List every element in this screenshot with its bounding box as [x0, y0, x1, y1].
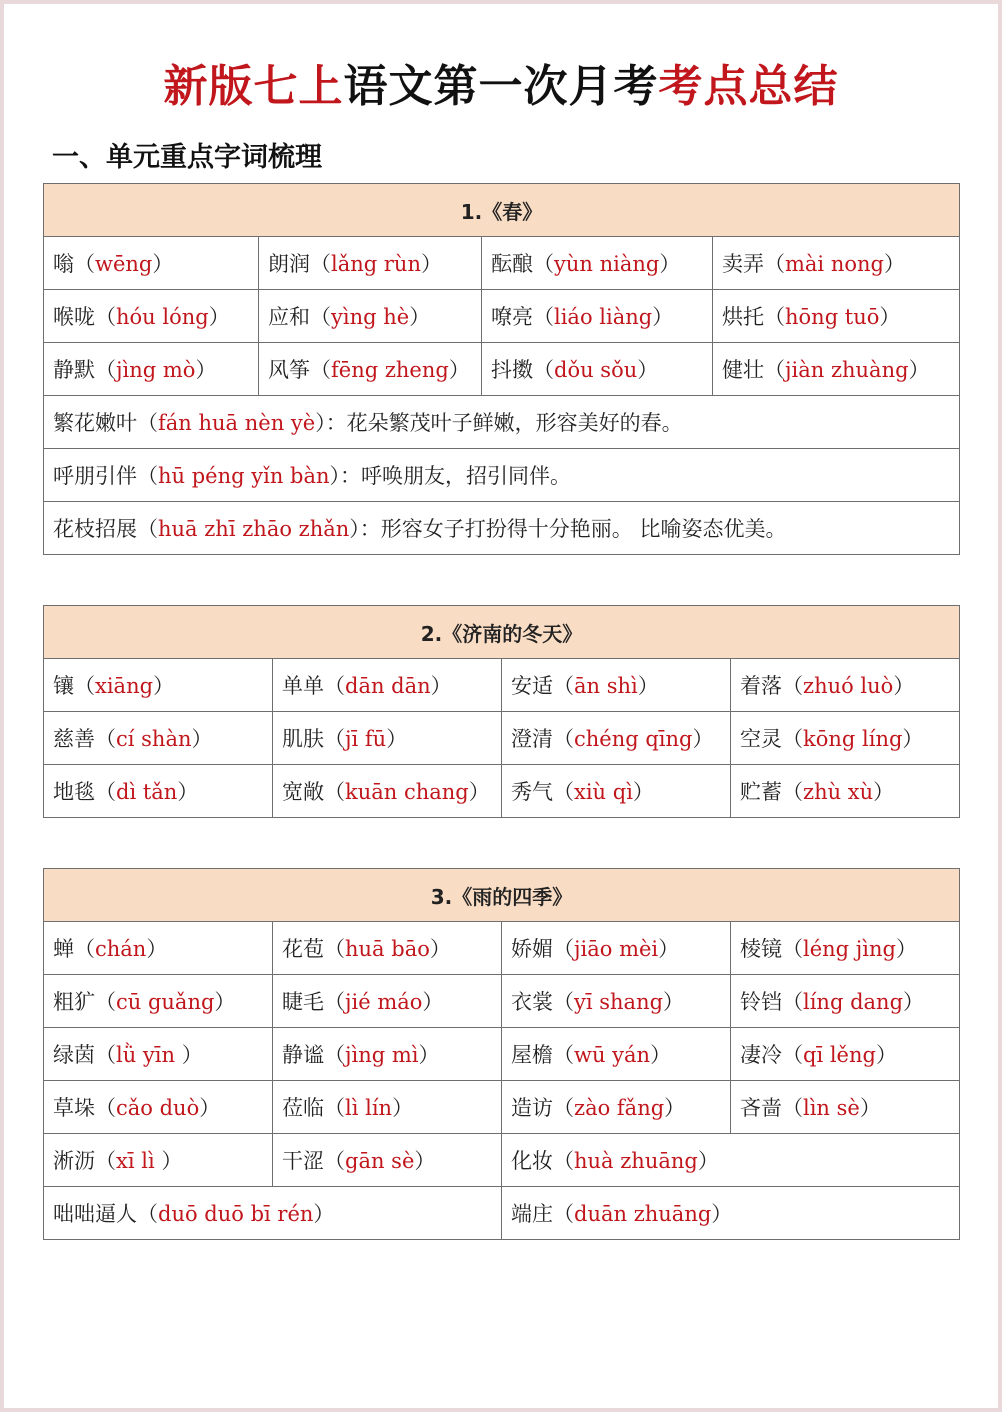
- vocab-cell: 宽敞（kuān chang）: [273, 765, 502, 818]
- vocab-cell: 肌肤（jī fū）: [273, 712, 502, 765]
- vocab-cell: 花苞（huā bāo）: [273, 922, 502, 975]
- vocab-cell: 静谧（jìng mì）: [273, 1028, 502, 1081]
- table-heading: 3.《雨的四季》: [44, 869, 960, 922]
- vocab-pinyin: xī lì: [116, 1149, 162, 1173]
- vocab-cell: 贮蓄（zhù xù）: [731, 765, 960, 818]
- vocab-pinyin: yī shang: [574, 990, 664, 1014]
- vocab-cell: 酝酿（yùn niàng）: [482, 237, 713, 290]
- table-row: [44, 1028, 960, 1081]
- idiom-word: 繁花嫩叶: [53, 411, 137, 435]
- vocab-word: 蝉: [53, 937, 74, 961]
- vocab-cell: 秀气（xiù qì）: [502, 765, 731, 818]
- vocab-cell: 衣裳（yī shang）: [502, 975, 731, 1028]
- vocab-cell: 健壮（jiàn zhuàng）: [713, 343, 960, 396]
- table-heading: 1.《春》: [44, 184, 960, 237]
- vocab-cell: 娇媚（jiāo mèi）: [502, 922, 731, 975]
- vocab-pinyin: gān sè: [345, 1149, 415, 1173]
- vocab-cell: 铃铛（líng dang）: [731, 975, 960, 1028]
- vocab-cell: 单单（dān dān）: [273, 659, 502, 712]
- vocab-pinyin: hōng tuō: [785, 305, 880, 329]
- vocab-word: 空灵: [740, 727, 782, 751]
- vocab-word: 娇媚: [511, 937, 553, 961]
- vocab-pinyin: cí shàn: [116, 727, 192, 751]
- table-row: [44, 1134, 960, 1187]
- vocab-cell: 朗润（lǎng rùn）: [259, 237, 482, 290]
- vocab-pinyin: zhù xù: [803, 780, 874, 804]
- vocab-cell: 应和（yìng hè）: [259, 290, 482, 343]
- vocab-word: 静默: [53, 358, 95, 382]
- vocab-word: 喉咙: [53, 305, 95, 329]
- vocab-pinyin: yìng hè: [331, 305, 410, 329]
- vocab-word: 贮蓄: [740, 780, 782, 804]
- table-header-row: [44, 869, 960, 922]
- vocab-pinyin: liáo liàng: [554, 305, 653, 329]
- vocab-cell: 慈善（cí shàn）: [44, 712, 273, 765]
- vocab-pinyin: chéng qīng: [574, 727, 693, 751]
- vocab-pinyin: qī lěng: [803, 1043, 876, 1067]
- vocab-pinyin: xiāng: [95, 674, 154, 698]
- vocab-cell: 空灵（kōng líng）: [731, 712, 960, 765]
- vocab-cell: 睫毛（jié máo）: [273, 975, 502, 1028]
- vocab-word: 健壮: [722, 358, 764, 382]
- idiom-pinyin: huā zhī zhāo zhǎn: [158, 517, 350, 541]
- vocab-word: 嗡: [53, 252, 74, 276]
- table-row: [44, 765, 960, 818]
- vocab-word: 烘托: [722, 305, 764, 329]
- vocab-word: 造访: [511, 1096, 553, 1120]
- vocab-cell: 棱镜（léng jìng）: [731, 922, 960, 975]
- vocab-cell: 莅临（lì lín）: [273, 1081, 502, 1134]
- table-row: [44, 1081, 960, 1134]
- vocab-pinyin: jiāo mèi: [574, 937, 659, 961]
- table-row: [44, 1187, 960, 1240]
- idiom-definition: ：呼唤朋友，招引同伴。: [340, 464, 572, 488]
- vocab-pinyin: mài nong: [785, 252, 884, 276]
- vocab-pinyin: líng dang: [803, 990, 904, 1014]
- vocab-cell: 喉咙（hóu lóng）: [44, 290, 259, 343]
- vocab-word: 花苞: [282, 937, 324, 961]
- vocab-pinyin: zào fǎng: [574, 1096, 665, 1120]
- vocab-table-jinan: [43, 605, 960, 818]
- vocab-word: 朗润: [268, 252, 310, 276]
- vocab-cell: 嗡（wēng）: [44, 237, 259, 290]
- vocab-word: 肌肤: [282, 727, 324, 751]
- vocab-word: 镶: [53, 674, 74, 698]
- idiom-word: 花枝招展: [53, 517, 137, 541]
- table-header-row: [44, 184, 960, 237]
- vocab-pinyin: chán: [95, 937, 147, 961]
- table-row: [44, 659, 960, 712]
- vocab-word: 咄咄逼人: [53, 1202, 137, 1226]
- vocab-pinyin: fēng zheng: [331, 358, 449, 382]
- vocab-pinyin: jié máo: [345, 990, 423, 1014]
- vocab-word: 莅临: [282, 1096, 324, 1120]
- vocab-pinyin: wēng: [95, 252, 153, 276]
- idiom-word: 呼朋引伴: [53, 464, 137, 488]
- title-part-2: 语文第一次月考: [343, 61, 659, 112]
- vocab-word: 澄清: [511, 727, 553, 751]
- vocab-pinyin: lì lín: [345, 1096, 393, 1120]
- vocab-word: 地毯: [53, 780, 95, 804]
- vocab-pinyin: huà zhuāng: [574, 1149, 698, 1173]
- idiom-cell: 繁花嫩叶（fán huā nèn yè）：花朵繁茂叶子鲜嫩，形容美好的春。: [44, 396, 960, 449]
- table-row: [44, 343, 960, 396]
- vocab-cell: 地毯（dì tǎn）: [44, 765, 273, 818]
- vocab-word: 卖弄: [722, 252, 764, 276]
- title-part-3: 考点总结: [658, 61, 839, 112]
- vocab-table-chun: [43, 183, 960, 555]
- vocab-word: 睫毛: [282, 990, 324, 1014]
- vocab-word: 安适: [511, 674, 553, 698]
- vocab-pinyin: xiù qì: [574, 780, 633, 804]
- idiom-pinyin: fán huā nèn yè: [158, 411, 316, 435]
- vocab-pinyin: wū yán: [574, 1043, 651, 1067]
- vocab-cell: 绿茵（lǜ yīn ）: [44, 1028, 273, 1081]
- idiom-cell: 花枝招展（huā zhī zhāo zhǎn）：形容女子打扮得十分艳丽。 比喻姿态优美。: [44, 502, 960, 555]
- table-row: [44, 712, 960, 765]
- vocab-pinyin: zhuó luò: [803, 674, 894, 698]
- vocab-pinyin: jī fū: [345, 727, 387, 751]
- vocab-pinyin: jìng mò: [116, 358, 196, 382]
- vocab-word: 静谧: [282, 1043, 324, 1067]
- vocab-word: 酝酿: [491, 252, 533, 276]
- vocab-word: 草垛: [53, 1096, 95, 1120]
- vocab-word: 化妆: [511, 1149, 553, 1173]
- table-row: [44, 396, 960, 449]
- table-row: [44, 502, 960, 555]
- vocab-pinyin: duān zhuāng: [574, 1202, 712, 1226]
- idiom-definition: ：形容女子打扮得十分艳丽。 比喻姿态优美。: [359, 517, 787, 541]
- vocab-word: 慈善: [53, 727, 95, 751]
- vocab-word: 粗犷: [53, 990, 95, 1014]
- vocab-cell: 澄清（chéng qīng）: [502, 712, 731, 765]
- vocab-word: 干涩: [282, 1149, 324, 1173]
- vocab-cell: 蝉（chán）: [44, 922, 273, 975]
- vocab-cell: 端庄（duān zhuāng）: [502, 1187, 960, 1240]
- vocab-cell: 镶（xiāng）: [44, 659, 273, 712]
- idiom-pinyin: hū péng yǐn bàn: [158, 464, 330, 488]
- section-heading: 一、单元重点字词梳理: [52, 142, 322, 173]
- vocab-word: 衣裳: [511, 990, 553, 1014]
- table-header-row: [44, 606, 960, 659]
- vocab-cell: 卖弄（mài nong）: [713, 237, 960, 290]
- vocab-cell: 造访（zào fǎng）: [502, 1081, 731, 1134]
- vocab-pinyin: kōng líng: [803, 727, 903, 751]
- vocab-pinyin: cǎo duò: [116, 1096, 200, 1120]
- vocab-cell: 烘托（hōng tuō）: [713, 290, 960, 343]
- table-row: [44, 237, 960, 290]
- vocab-word: 单单: [282, 674, 324, 698]
- vocab-word: 宽敞: [282, 780, 324, 804]
- vocab-cell: 粗犷（cū guǎng）: [44, 975, 273, 1028]
- vocab-cell: 化妆（huà zhuāng）: [502, 1134, 960, 1187]
- vocab-cell: 嘹亮（liáo liàng）: [482, 290, 713, 343]
- vocab-cell: 静默（jìng mò）: [44, 343, 259, 396]
- vocab-cell: 淅沥（xī lì ）: [44, 1134, 273, 1187]
- vocab-cell: 草垛（cǎo duò）: [44, 1081, 273, 1134]
- vocab-pinyin: huā bāo: [345, 937, 430, 961]
- title-part-1: 新版七上: [163, 61, 344, 112]
- vocab-word: 秀气: [511, 780, 553, 804]
- vocab-cell: 安适（ān shì）: [502, 659, 731, 712]
- table-heading: 2.《济南的冬天》: [44, 606, 960, 659]
- vocab-word: 嘹亮: [491, 305, 533, 329]
- vocab-pinyin: lìn sè: [803, 1096, 860, 1120]
- vocab-pinyin: duō duō bī rén: [158, 1202, 314, 1226]
- vocab-word: 应和: [268, 305, 310, 329]
- vocab-word: 屋檐: [511, 1043, 553, 1067]
- vocab-cell: 咄咄逼人（duō duō bī rén）: [44, 1187, 502, 1240]
- vocab-cell: 屋檐（wū yán）: [502, 1028, 731, 1081]
- vocab-word: 凄冷: [740, 1043, 782, 1067]
- vocab-pinyin: dān dān: [345, 674, 431, 698]
- vocab-cell: 着落（zhuó luò）: [731, 659, 960, 712]
- vocab-pinyin: léng jìng: [803, 937, 896, 961]
- idiom-cell: 呼朋引伴（hū péng yǐn bàn）：呼唤朋友，招引同伴。: [44, 449, 960, 502]
- vocab-pinyin: jiàn zhuàng: [785, 358, 909, 382]
- vocab-cell: 凄冷（qī lěng）: [731, 1028, 960, 1081]
- idiom-definition: ：花朵繁茂叶子鲜嫩，形容美好的春。: [325, 411, 683, 435]
- table-row: [44, 290, 960, 343]
- vocab-word: 端庄: [511, 1202, 553, 1226]
- vocab-cell: 风筝（fēng zheng）: [259, 343, 482, 396]
- vocab-pinyin: cū guǎng: [116, 990, 215, 1014]
- vocab-pinyin: jìng mì: [345, 1043, 419, 1067]
- vocab-pinyin: kuān chang: [345, 780, 469, 804]
- vocab-pinyin: dǒu sǒu: [554, 358, 638, 382]
- table-row: [44, 975, 960, 1028]
- vocab-pinyin: dì tǎn: [116, 780, 178, 804]
- vocab-word: 抖擞: [491, 358, 533, 382]
- vocab-word: 吝啬: [740, 1096, 782, 1120]
- table-row: [44, 449, 960, 502]
- vocab-word: 淅沥: [53, 1149, 95, 1173]
- vocab-word: 铃铛: [740, 990, 782, 1014]
- vocab-word: 着落: [740, 674, 782, 698]
- vocab-cell: 干涩（gān sè）: [273, 1134, 502, 1187]
- vocab-word: 棱镜: [740, 937, 782, 961]
- vocab-pinyin: lǜ yīn: [116, 1043, 182, 1067]
- vocab-word: 风筝: [268, 358, 310, 382]
- vocab-pinyin: ān shì: [574, 674, 638, 698]
- table-row: [44, 922, 960, 975]
- vocab-table-yu: [43, 868, 960, 1240]
- vocab-pinyin: yùn niàng: [554, 252, 660, 276]
- vocab-cell: 抖擞（dǒu sǒu）: [482, 343, 713, 396]
- vocab-pinyin: lǎng rùn: [331, 252, 421, 276]
- vocab-cell: 吝啬（lìn sè）: [731, 1081, 960, 1134]
- page-title: [0, 52, 1002, 122]
- vocab-word: 绿茵: [53, 1043, 95, 1067]
- vocab-pinyin: hóu lóng: [116, 305, 209, 329]
